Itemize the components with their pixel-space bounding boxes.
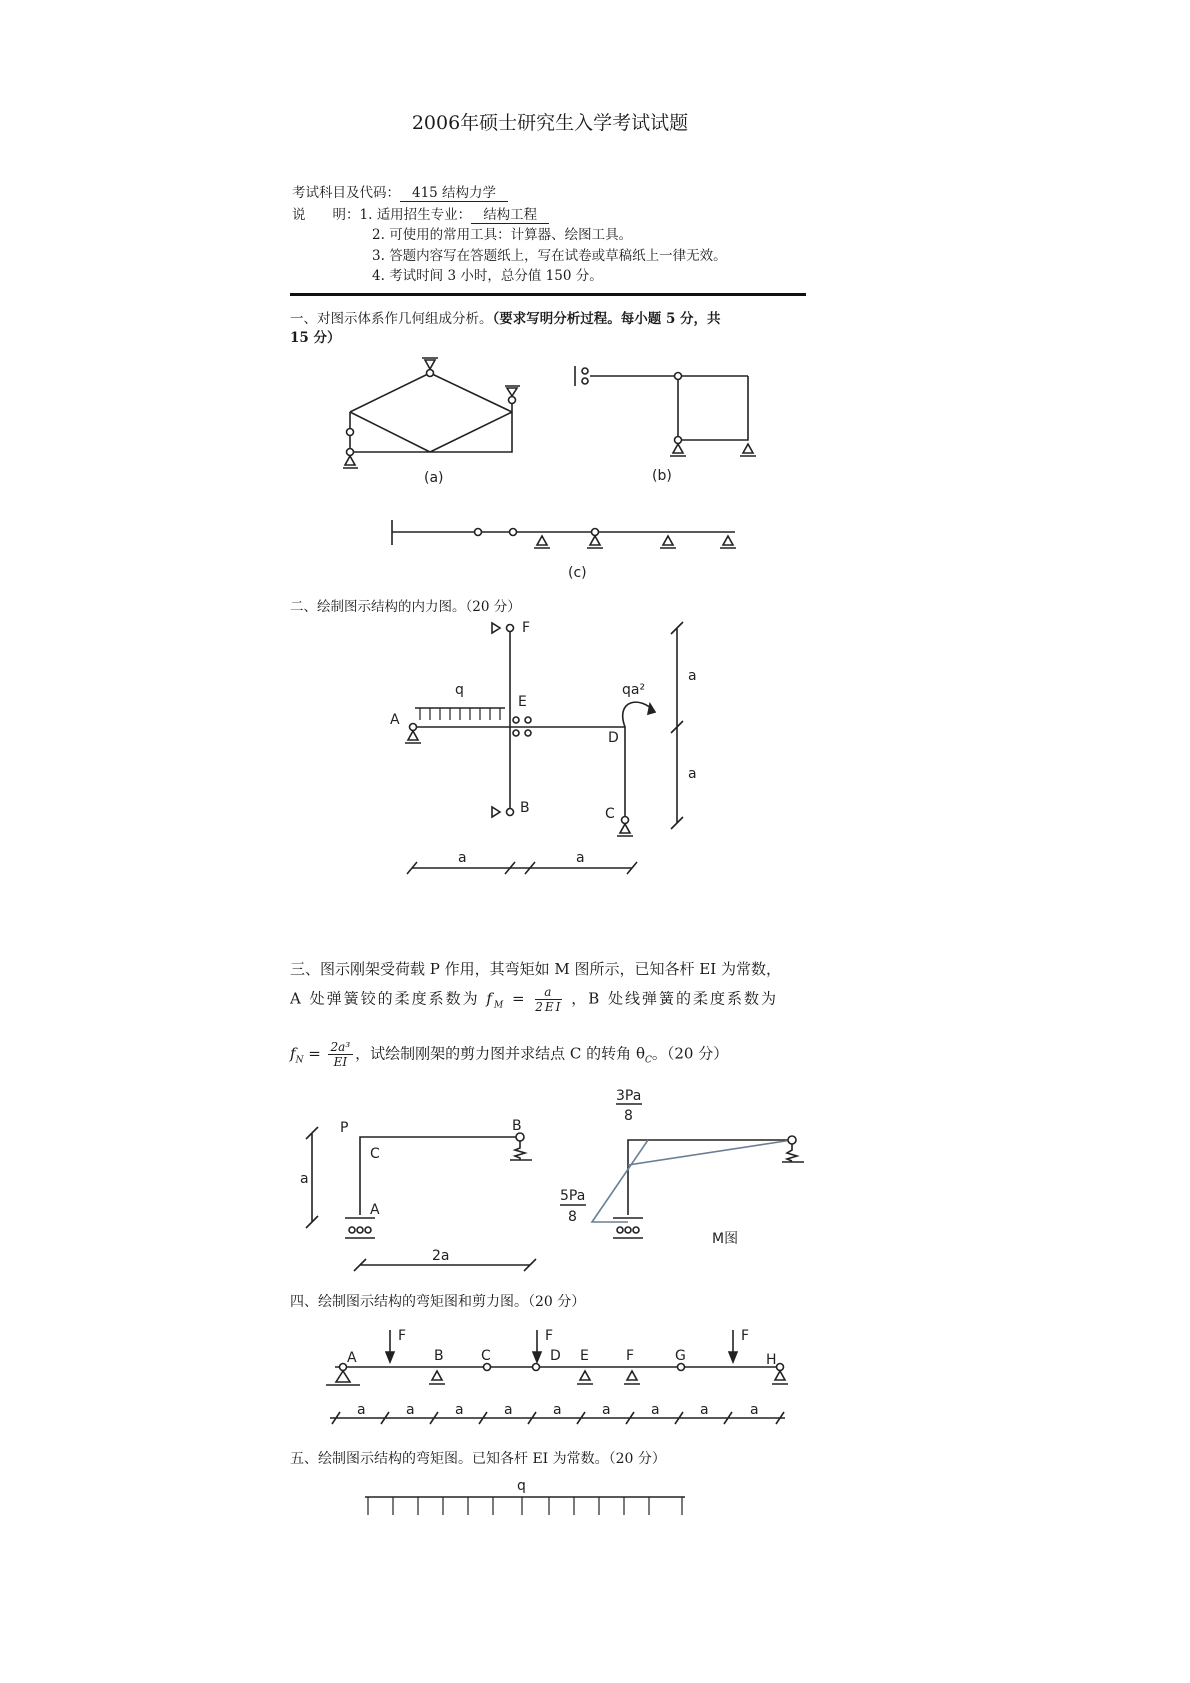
q3-line3: $f_N$ = $\frac{\text{2a³}}{EI}$ ，试绘制刚架的剪力图并求结点 C 的转角 $\theta_C$。（20 分） xyxy=(290,1040,729,1069)
dim-a: a xyxy=(300,1171,309,1187)
label-A: A xyxy=(390,712,400,728)
q3-line1: 三、图示刚架受荷载 P 作用，其弯矩如 M 图所示，已知各杆 EI 为常数， xyxy=(290,960,781,978)
dim-a: a xyxy=(357,1402,366,1418)
dim-a: a xyxy=(576,850,585,866)
label-B: B xyxy=(512,1118,522,1134)
note-text: 适用招生专业： xyxy=(376,207,472,223)
m-caption: M图 xyxy=(712,1231,739,1247)
label-q: q xyxy=(455,682,464,698)
diagram-q5 xyxy=(365,1478,685,1515)
page-title: 2006年硕士研究生入学考试试题 xyxy=(411,112,689,134)
note-text: 答题内容写在答题纸上，写在试卷或草稿纸上一律无效。 xyxy=(389,248,727,264)
label-B: B xyxy=(520,800,530,816)
dim-a: a xyxy=(750,1402,759,1418)
label-a: (a) xyxy=(424,470,444,486)
m-top-den: 8 xyxy=(624,1108,633,1124)
subject-label: 考试科目及代码： xyxy=(292,185,400,201)
q4-text: 四、绘制图示结构的弯矩图和剪力图。（20 分） xyxy=(290,1294,586,1310)
dim-a: a xyxy=(458,850,467,866)
fm-num: a xyxy=(535,985,562,1000)
subject-value: 415 结构力学 xyxy=(400,185,508,202)
label-E: E xyxy=(518,694,527,710)
q3-line3-text: ，试绘制刚架的剪力图并求结点 C 的转角 θ xyxy=(355,1044,645,1063)
dim-a: a xyxy=(406,1402,415,1418)
dim-a: a xyxy=(602,1402,611,1418)
notes-label: 说 明： xyxy=(292,207,360,223)
label-C: C xyxy=(370,1146,380,1162)
force-F: F xyxy=(741,1328,750,1344)
q3-line2b: ，B 处线弹簧的柔度系数为 xyxy=(571,989,778,1008)
fm-sub: M xyxy=(493,1000,506,1011)
force-F: F xyxy=(398,1328,407,1344)
q1-text-line2: 15 分） xyxy=(290,330,341,346)
label-moment: qa² xyxy=(622,682,646,698)
note-text: 考试时间 3 小时，总分值 150 分。 xyxy=(389,268,603,284)
dim-a: a xyxy=(688,668,697,684)
m-bot-den: 8 xyxy=(568,1209,577,1225)
dim-a: a xyxy=(455,1402,464,1418)
note-num: 4. xyxy=(372,268,385,284)
node-C: C xyxy=(481,1348,491,1364)
node-A: A xyxy=(347,1350,357,1366)
diagram-q3-frame xyxy=(300,1118,536,1271)
dim-a: a xyxy=(688,766,697,782)
note-num: 2. xyxy=(372,227,385,243)
diagram-q2 xyxy=(390,620,697,874)
dim-a: a xyxy=(553,1402,562,1418)
m-bot-num: 5Pa xyxy=(560,1188,586,1204)
node-H: H xyxy=(766,1352,777,1368)
label-q: q xyxy=(517,1478,526,1494)
label-C: C xyxy=(605,806,615,822)
note-num: 1. xyxy=(359,207,373,223)
node-E: E xyxy=(580,1348,589,1364)
dim-2a: 2a xyxy=(432,1248,450,1264)
node-G: G xyxy=(675,1348,686,1364)
dim-a: a xyxy=(504,1402,513,1418)
q1-text-bold: （要求写明分析过程。每小题 5 分，共 xyxy=(492,311,721,327)
q3-line2a: A 处弹簧铰的柔度系数为 xyxy=(290,989,480,1008)
q1-text-main: 一、对图示体系作几何组成分析。 xyxy=(290,311,493,327)
node-D: D xyxy=(550,1348,561,1364)
dim-a: a xyxy=(700,1402,709,1418)
node-B: B xyxy=(434,1348,444,1364)
label-b: (b) xyxy=(652,468,672,484)
diagram-1c xyxy=(392,520,736,581)
fn-label: f xyxy=(290,1044,296,1063)
dim-a: a xyxy=(651,1402,660,1418)
fn-sub: N xyxy=(295,1055,304,1066)
force-F: F xyxy=(545,1328,554,1344)
m-top-num: 3Pa xyxy=(616,1088,642,1104)
q5-text: 五、绘制图示结构的弯矩图。已知各杆 EI 为常数。（20 分） xyxy=(290,1451,666,1467)
fm-label: f xyxy=(486,989,494,1008)
label-D: D xyxy=(608,730,619,746)
note-num: 3. xyxy=(372,248,385,264)
q3-line3-end: 。（20 分） xyxy=(651,1044,729,1063)
node-F: F xyxy=(626,1348,635,1364)
fm-den: 2EI xyxy=(535,1000,563,1014)
diagram-q3-moment xyxy=(560,1088,804,1247)
label-A: A xyxy=(370,1202,380,1218)
note-value: 结构工程 xyxy=(471,207,549,224)
label-P: P xyxy=(340,1120,349,1136)
label-F: F xyxy=(522,620,531,636)
diagram-1b xyxy=(575,366,756,484)
fn-den: EI xyxy=(333,1055,348,1069)
theta-sub: C xyxy=(644,1055,652,1066)
q3-line2: A 处弹簧铰的柔度系数为 $f_M$ = $\frac{a}{2EI}$ ，B 处线弹簧的柔度系数为 xyxy=(290,985,778,1014)
label-c: (c) xyxy=(568,565,587,581)
note-text: 可使用的常用工具：计算器、绘图工具。 xyxy=(389,227,633,243)
fn-num: 2a³ xyxy=(328,1040,354,1055)
q4-labels xyxy=(347,1328,777,1418)
q2-text: 二、绘制图示结构的内力图。（20 分） xyxy=(290,599,521,615)
diagram-1a xyxy=(343,358,520,486)
